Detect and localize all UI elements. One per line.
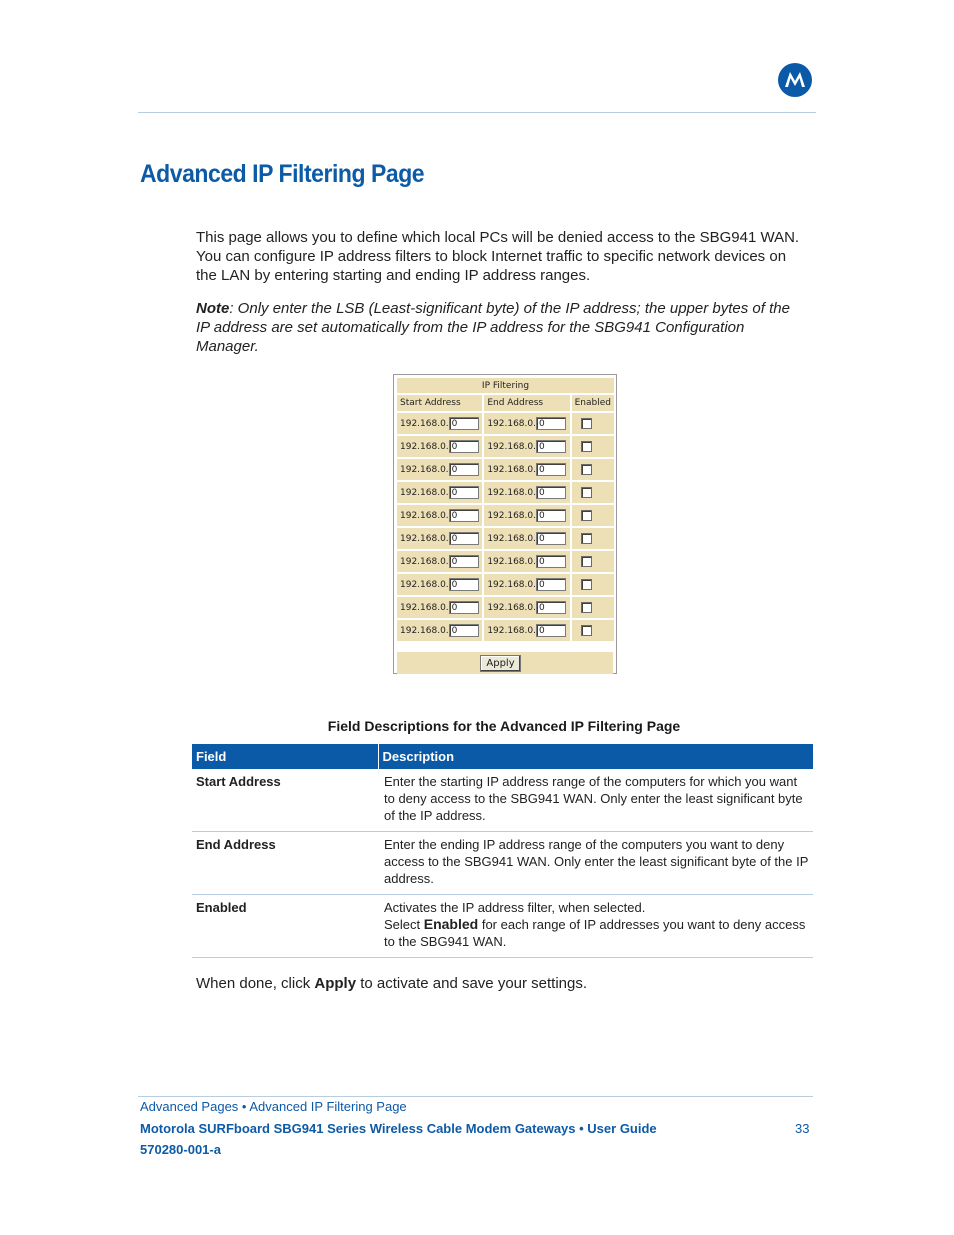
ip-rows (397, 413, 614, 641)
start-address-cell (397, 597, 482, 618)
description-text: for each range of IP addresses you want to deny access to the SBG941 WAN. (384, 917, 806, 949)
ip-prefix: 192.168.0. (400, 465, 449, 475)
start-address-cell (397, 436, 482, 457)
ip-prefix: 192.168.0. (400, 442, 449, 452)
ip-prefix: 192.168.0. (487, 488, 536, 498)
start-address-input[interactable]: 0 (449, 601, 479, 614)
field-description: Enter the starting IP address range of the computers for which you want to deny access to the SBG941 WAN. Only enter the least significant byte of the IP address. (378, 769, 813, 832)
ip-prefix: 192.168.0. (487, 580, 536, 590)
start-address-input[interactable]: 0 (449, 555, 479, 568)
ip-filtering-screenshot (393, 374, 617, 674)
enabled-checkbox[interactable] (581, 533, 592, 544)
start-address-cell (397, 528, 482, 549)
table-header-row (192, 744, 813, 769)
ip-filter-row (397, 574, 614, 595)
table-row (192, 895, 813, 958)
start-address-input[interactable]: 0 (449, 440, 479, 453)
field-name: Enabled (192, 895, 378, 958)
ip-filter-row (397, 459, 614, 480)
field-name: End Address (192, 832, 378, 895)
end-address-cell (484, 482, 569, 503)
ip-prefix: 192.168.0. (487, 511, 536, 521)
start-address-cell (397, 574, 482, 595)
ip-prefix: 192.168.0. (487, 603, 536, 613)
end-address-input[interactable]: 0 (536, 417, 566, 430)
note-label: Note (196, 300, 230, 317)
enabled-cell (572, 574, 614, 595)
intro-paragraph: This page allows you to define which local PCs will be denied access to the SBG941 WAN. You can configure IP address filters to block Internet traffic to specific network devices on the LAN by entering starting and ending IP address ranges. (196, 229, 800, 284)
enabled-checkbox[interactable] (581, 418, 592, 429)
start-address-cell (397, 413, 482, 434)
col-header-end: End Address (484, 395, 569, 411)
ip-prefix: 192.168.0. (487, 534, 536, 544)
enabled-cell (572, 459, 614, 480)
note-paragraph (196, 299, 806, 356)
ip-filtering-form (395, 376, 616, 643)
end-address-cell (484, 597, 569, 618)
end-address-input[interactable]: 0 (536, 509, 566, 522)
description-text: Select (384, 917, 424, 932)
end-address-input[interactable]: 0 (536, 463, 566, 476)
ip-filter-row (397, 620, 614, 641)
note-text: : Only enter the LSB (Least-significant byte) of the IP address; the upper bytes of the IP address are set automatically from the IP address for the SBG941 Configuration Manager. (196, 300, 790, 355)
enabled-cell (572, 620, 614, 641)
start-address-input[interactable]: 0 (449, 624, 479, 637)
end-address-input[interactable]: 0 (536, 555, 566, 568)
description-bold: Enabled (423, 916, 479, 932)
table-row (192, 769, 813, 832)
enabled-checkbox[interactable] (581, 579, 592, 590)
enabled-cell (572, 505, 614, 526)
ip-prefix: 192.168.0. (400, 603, 449, 613)
end-address-input[interactable]: 0 (536, 624, 566, 637)
start-address-input[interactable]: 0 (449, 463, 479, 476)
footer-doc-number: 570280-001-a (140, 1142, 221, 1157)
end-address-cell (484, 505, 569, 526)
start-address-cell (397, 620, 482, 641)
form-title: IP Filtering (397, 378, 614, 393)
footer-rule (138, 1096, 813, 1097)
end-address-cell (484, 436, 569, 457)
header-description: Description (378, 744, 813, 769)
table-caption: Field Descriptions for the Advanced IP Filtering Page (327, 718, 681, 734)
start-address-input[interactable]: 0 (449, 578, 479, 591)
ip-prefix: 192.168.0. (400, 419, 449, 429)
ip-filter-row (397, 482, 614, 503)
page-title: Advanced IP Filtering Page (140, 160, 425, 188)
ip-filter-row (397, 436, 614, 457)
end-address-input[interactable]: 0 (536, 532, 566, 545)
enabled-cell (572, 482, 614, 503)
enabled-cell (572, 436, 614, 457)
footer-guide-title: Motorola SURFboard SBG941 Series Wireless Cable Modem Gateways • User Guide (140, 1121, 657, 1136)
ip-prefix: 192.168.0. (400, 557, 449, 567)
closing-apply: Apply (314, 975, 357, 992)
field-name: Start Address (192, 769, 378, 832)
end-address-cell (484, 551, 569, 572)
end-address-cell (484, 620, 569, 641)
start-address-cell (397, 505, 482, 526)
header-rule (138, 112, 816, 113)
ip-prefix: 192.168.0. (487, 419, 536, 429)
ip-filter-row (397, 413, 614, 434)
field-description: Enter the ending IP address range of the computers you want to deny access to the SBG941 WAN. Only enter the least significant byte of the IP address. (378, 832, 813, 895)
start-address-cell (397, 551, 482, 572)
ip-filter-row (397, 528, 614, 549)
header-field: Field (192, 744, 378, 769)
end-address-cell (484, 413, 569, 434)
end-address-cell (484, 574, 569, 595)
end-address-input[interactable]: 0 (536, 578, 566, 591)
col-header-enabled: Enabled (572, 395, 614, 411)
enabled-cell (572, 597, 614, 618)
enabled-checkbox[interactable] (581, 487, 592, 498)
start-address-cell (397, 482, 482, 503)
start-address-input[interactable]: 0 (449, 532, 479, 545)
closing-text: When done, click (196, 975, 315, 992)
enabled-checkbox[interactable] (581, 556, 592, 567)
enabled-checkbox[interactable] (581, 464, 592, 475)
end-address-cell (484, 459, 569, 480)
col-header-start: Start Address (397, 395, 482, 411)
ip-filter-row (397, 597, 614, 618)
ip-filter-row (397, 505, 614, 526)
enabled-cell (572, 413, 614, 434)
field-description-table (192, 744, 813, 958)
enabled-cell (572, 528, 614, 549)
enabled-checkbox[interactable] (581, 441, 592, 452)
ip-prefix: 192.168.0. (487, 626, 536, 636)
end-address-input[interactable]: 0 (536, 440, 566, 453)
closing-text: to activate and save your settings. (356, 975, 588, 992)
start-address-input[interactable]: 0 (449, 509, 479, 522)
enabled-cell (572, 551, 614, 572)
ip-prefix: 192.168.0. (487, 557, 536, 567)
ip-prefix: 192.168.0. (487, 465, 536, 475)
enabled-checkbox[interactable] (581, 625, 592, 636)
apply-row (397, 652, 613, 674)
closing-instruction (196, 975, 587, 992)
end-address-input[interactable]: 0 (536, 601, 566, 614)
page-number: 33 (795, 1121, 810, 1136)
field-description (378, 895, 813, 958)
ip-prefix: 192.168.0. (400, 488, 449, 498)
ip-prefix: 192.168.0. (400, 580, 449, 590)
ip-prefix: 192.168.0. (400, 534, 449, 544)
footer-breadcrumb: Advanced Pages • Advanced IP Filtering Page (140, 1099, 407, 1114)
ip-filter-row (397, 551, 614, 572)
end-address-cell (484, 528, 569, 549)
description-line: Activates the IP address filter, when selected. (384, 900, 646, 915)
start-address-cell (397, 459, 482, 480)
ip-prefix: 192.168.0. (400, 626, 449, 636)
ip-prefix: 192.168.0. (400, 511, 449, 521)
enabled-checkbox[interactable] (581, 602, 592, 613)
table-row (192, 832, 813, 895)
end-address-input[interactable]: 0 (536, 486, 566, 499)
start-address-input[interactable]: 0 (449, 417, 479, 430)
ip-prefix: 192.168.0. (487, 442, 536, 452)
enabled-checkbox[interactable] (581, 510, 592, 521)
start-address-input[interactable]: 0 (449, 486, 479, 499)
apply-button[interactable]: Apply (480, 655, 521, 672)
motorola-logo-icon (778, 63, 812, 97)
